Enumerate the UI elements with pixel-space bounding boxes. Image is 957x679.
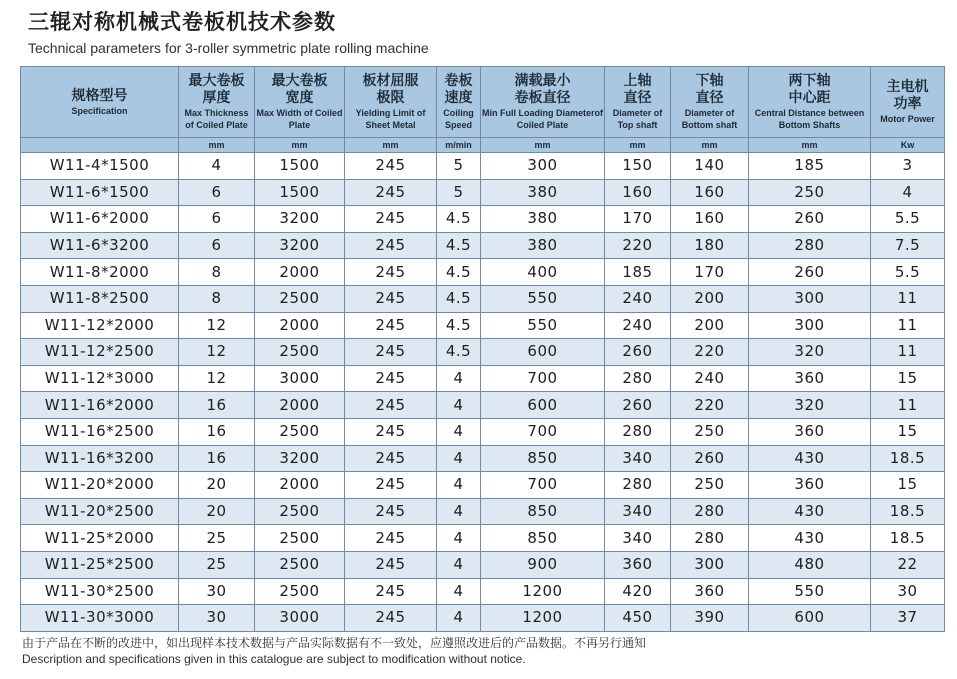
table-cell: 16	[179, 392, 255, 419]
table-row	[21, 179, 945, 206]
table-cell: 360	[671, 578, 749, 605]
table-cell: 360	[749, 365, 871, 392]
table-cell: 420	[605, 578, 671, 605]
model-cell: W11-12*2000	[21, 312, 179, 339]
model-cell: W11-6*1500	[21, 179, 179, 206]
table-cell: 245	[345, 153, 437, 180]
table-cell: 4.5	[437, 206, 481, 233]
table-cell: 22	[871, 551, 945, 578]
table-cell: 170	[605, 206, 671, 233]
table-cell: 2500	[255, 578, 345, 605]
table-cell: 850	[481, 498, 605, 525]
table-cell: 360	[605, 551, 671, 578]
table-cell: 5.5	[871, 206, 945, 233]
table-cell: 1200	[481, 578, 605, 605]
table-cell: 18.5	[871, 445, 945, 472]
table-cell: 5	[437, 179, 481, 206]
table-cell: 1200	[481, 605, 605, 632]
table-body	[21, 153, 945, 632]
model-cell: W11-30*3000	[21, 605, 179, 632]
table-cell: 245	[345, 179, 437, 206]
table-cell: 600	[481, 392, 605, 419]
table-cell: 1500	[255, 153, 345, 180]
header-max-width	[255, 67, 345, 138]
table-cell: 245	[345, 498, 437, 525]
table-cell: 260	[749, 206, 871, 233]
table-cell: 250	[671, 472, 749, 499]
model-cell: W11-12*2500	[21, 339, 179, 366]
table-cell: 160	[671, 206, 749, 233]
model-cell: W11-12*3000	[21, 365, 179, 392]
table-cell: 12	[179, 312, 255, 339]
model-cell: W11-8*2000	[21, 259, 179, 286]
table-row	[21, 285, 945, 312]
table-cell: 245	[345, 312, 437, 339]
table-cell: 4	[437, 605, 481, 632]
table-cell: 300	[749, 312, 871, 339]
table-cell: 7.5	[871, 232, 945, 259]
table-cell: 8	[179, 259, 255, 286]
header-cn: 卷板速度	[444, 73, 473, 106]
header-specification	[21, 67, 179, 138]
table-cell: 16	[179, 418, 255, 445]
header-cn: 最大卷板宽度	[271, 73, 328, 106]
table-cell: 6	[179, 232, 255, 259]
table-cell: 160	[605, 179, 671, 206]
table-cell: 260	[605, 392, 671, 419]
header-cn: 下轴直径	[695, 73, 724, 106]
table-cell: 550	[749, 578, 871, 605]
table-cell: 20	[179, 472, 255, 499]
table-cell: 4	[437, 418, 481, 445]
footnote-en: Description and specifications given in this catalogue are subject to modification without notice.	[22, 652, 526, 666]
table-cell: 245	[345, 259, 437, 286]
table-cell: 400	[481, 259, 605, 286]
table-cell: 200	[671, 312, 749, 339]
model-cell: W11-6*3200	[21, 232, 179, 259]
header-min-diameter	[481, 67, 605, 138]
table-cell: 220	[671, 392, 749, 419]
header-en: Central Distance between Bottom Shafts	[754, 108, 865, 130]
table-cell: 2500	[255, 418, 345, 445]
table-row	[21, 339, 945, 366]
table-cell: 380	[481, 179, 605, 206]
table-cell: 15	[871, 472, 945, 499]
table-cell: 2500	[255, 498, 345, 525]
table-cell: 3200	[255, 445, 345, 472]
table-cell: 245	[345, 418, 437, 445]
table-cell: 360	[749, 418, 871, 445]
model-cell: W11-16*2500	[21, 418, 179, 445]
table-row	[21, 605, 945, 632]
table-cell: 3000	[255, 605, 345, 632]
table-cell: 280	[671, 498, 749, 525]
table-cell: 170	[671, 259, 749, 286]
header-en: Motor Power	[880, 114, 935, 124]
table-cell: 4	[437, 365, 481, 392]
table-cell: 4	[437, 551, 481, 578]
table-cell: 140	[671, 153, 749, 180]
unit-cell: mm	[481, 138, 605, 153]
table-row	[21, 232, 945, 259]
table-cell: 245	[345, 578, 437, 605]
table-cell: 320	[749, 339, 871, 366]
header-en: Min Full Loading Diameterof Coiled Plate	[482, 108, 603, 130]
unit-cell: mm	[671, 138, 749, 153]
table-cell: 20	[179, 498, 255, 525]
unit-cell: mm	[605, 138, 671, 153]
table-cell: 11	[871, 392, 945, 419]
table-cell: 550	[481, 285, 605, 312]
footnote-cn: 由于产品在不断的改进中，如出现样本技术数据与产品实际数据有不一致处，应遵照改进后的产品数据。不再另行通知	[22, 636, 647, 650]
table-cell: 11	[871, 285, 945, 312]
model-cell: W11-25*2000	[21, 525, 179, 552]
table-cell: 6	[179, 206, 255, 233]
unit-cell	[21, 138, 179, 153]
table-row	[21, 206, 945, 233]
table-cell: 15	[871, 365, 945, 392]
header-yielding-limit	[345, 67, 437, 138]
table-cell: 4	[437, 498, 481, 525]
unit-cell: mm	[179, 138, 255, 153]
table-cell: 340	[605, 445, 671, 472]
unit-cell: mm	[255, 138, 345, 153]
header-max-thickness	[179, 67, 255, 138]
table-row	[21, 578, 945, 605]
table-cell: 8	[179, 285, 255, 312]
model-cell: W11-4*1500	[21, 153, 179, 180]
table-cell: 260	[671, 445, 749, 472]
table-row	[21, 259, 945, 286]
table-cell: 245	[345, 605, 437, 632]
table-row	[21, 153, 945, 180]
table-cell: 4.5	[437, 312, 481, 339]
model-cell: W11-20*2000	[21, 472, 179, 499]
table-cell: 430	[749, 525, 871, 552]
spec-table	[20, 66, 945, 632]
table-cell: 4	[871, 179, 945, 206]
table-cell: 245	[345, 365, 437, 392]
table-row	[21, 551, 945, 578]
table-cell: 220	[605, 232, 671, 259]
table-row	[21, 498, 945, 525]
table-cell: 280	[605, 365, 671, 392]
table-row	[21, 418, 945, 445]
table-cell: 850	[481, 525, 605, 552]
table-cell: 480	[749, 551, 871, 578]
table-cell: 1500	[255, 179, 345, 206]
table-cell: 340	[605, 498, 671, 525]
table-cell: 280	[671, 525, 749, 552]
header-en: Max Thickness of Coiled Plate	[184, 108, 249, 130]
table-cell: 30	[179, 605, 255, 632]
table-cell: 4.5	[437, 285, 481, 312]
header-coiling-speed	[437, 67, 481, 138]
table-cell: 300	[749, 285, 871, 312]
table-cell: 245	[345, 525, 437, 552]
table-cell: 200	[671, 285, 749, 312]
table-cell: 245	[345, 445, 437, 472]
table-cell: 2500	[255, 525, 345, 552]
table-cell: 550	[481, 312, 605, 339]
table-cell: 150	[605, 153, 671, 180]
table-cell: 18.5	[871, 498, 945, 525]
table-row	[21, 525, 945, 552]
table-cell: 280	[749, 232, 871, 259]
table-cell: 18.5	[871, 525, 945, 552]
table-cell: 25	[179, 525, 255, 552]
unit-cell: Kw	[871, 138, 945, 153]
table-cell: 3200	[255, 232, 345, 259]
header-en: Max Width of Coiled Plate	[256, 108, 343, 130]
table-cell: 4.5	[437, 232, 481, 259]
header-en: Coiling Speed	[443, 108, 474, 130]
table-cell: 4.5	[437, 339, 481, 366]
model-cell: W11-6*2000	[21, 206, 179, 233]
table-cell: 2000	[255, 312, 345, 339]
header-en: Specification	[71, 105, 128, 116]
model-cell: W11-8*2500	[21, 285, 179, 312]
table-cell: 12	[179, 365, 255, 392]
table-cell: 245	[345, 392, 437, 419]
table-cell: 300	[481, 153, 605, 180]
header-en: Diameter of Bottom shaft	[681, 108, 738, 130]
table-cell: 5.5	[871, 259, 945, 286]
table-cell: 260	[605, 339, 671, 366]
model-cell: W11-20*2500	[21, 498, 179, 525]
table-cell: 2500	[255, 285, 345, 312]
table-cell: 380	[481, 206, 605, 233]
header-cn: 主电机功率	[886, 79, 929, 112]
table-cell: 15	[871, 418, 945, 445]
table-cell: 280	[605, 418, 671, 445]
table-cell: 600	[749, 605, 871, 632]
table-cell: 245	[345, 551, 437, 578]
unit-cell: mm	[345, 138, 437, 153]
table-cell: 240	[605, 312, 671, 339]
table-cell: 700	[481, 365, 605, 392]
table-cell: 6	[179, 179, 255, 206]
table-cell: 3000	[255, 365, 345, 392]
header-motor-power	[871, 67, 945, 138]
model-cell: W11-16*3200	[21, 445, 179, 472]
table-cell: 185	[605, 259, 671, 286]
page-title-cn: 三辊对称机械式卷板机技术参数	[28, 10, 336, 34]
table-cell: 2000	[255, 472, 345, 499]
table-cell: 12	[179, 339, 255, 366]
table-cell: 3200	[255, 206, 345, 233]
table-cell: 30	[179, 578, 255, 605]
unit-cell: mm	[749, 138, 871, 153]
table-cell: 900	[481, 551, 605, 578]
table-cell: 250	[749, 179, 871, 206]
table-cell: 2500	[255, 551, 345, 578]
table-header	[21, 67, 945, 153]
table-row	[21, 312, 945, 339]
table-cell: 4	[437, 392, 481, 419]
table-cell: 37	[871, 605, 945, 632]
header-central-distance	[749, 67, 871, 138]
table-cell: 185	[749, 153, 871, 180]
table-cell: 245	[345, 339, 437, 366]
table-cell: 380	[481, 232, 605, 259]
table-cell: 180	[671, 232, 749, 259]
table-cell: 30	[871, 578, 945, 605]
table-cell: 25	[179, 551, 255, 578]
header-cn: 上轴直径	[623, 73, 652, 106]
header-cn: 最大卷板厚度	[188, 73, 245, 106]
header-cn: 满载最小卷板直径	[514, 73, 571, 106]
table-cell: 3	[871, 153, 945, 180]
table-cell: 300	[671, 551, 749, 578]
table-cell: 2500	[255, 339, 345, 366]
table-cell: 245	[345, 206, 437, 233]
table-row	[21, 392, 945, 419]
table-cell: 450	[605, 605, 671, 632]
table-cell: 2000	[255, 392, 345, 419]
table-cell: 2000	[255, 259, 345, 286]
page-title-en: Technical parameters for 3-roller symmetric plate rolling machine	[28, 40, 429, 56]
table-cell: 245	[345, 472, 437, 499]
header-bottom-shaft	[671, 67, 749, 138]
table-row	[21, 472, 945, 499]
table-cell: 240	[605, 285, 671, 312]
table-cell: 5	[437, 153, 481, 180]
model-cell: W11-25*2500	[21, 551, 179, 578]
table-row	[21, 365, 945, 392]
table-cell: 4	[437, 445, 481, 472]
table-cell: 16	[179, 445, 255, 472]
header-en: Yielding Limit of Sheet Metal	[355, 108, 426, 130]
table-cell: 320	[749, 392, 871, 419]
header-top-shaft	[605, 67, 671, 138]
table-cell: 700	[481, 418, 605, 445]
table-cell: 11	[871, 339, 945, 366]
table-cell: 11	[871, 312, 945, 339]
header-cn: 规格型号	[71, 87, 128, 104]
model-cell: W11-16*2000	[21, 392, 179, 419]
table-cell: 600	[481, 339, 605, 366]
table-cell: 4	[437, 472, 481, 499]
table-cell: 240	[671, 365, 749, 392]
table-cell: 245	[345, 285, 437, 312]
table-cell: 430	[749, 445, 871, 472]
table-cell: 4	[437, 525, 481, 552]
table-cell: 4.5	[437, 259, 481, 286]
table-cell: 220	[671, 339, 749, 366]
table-cell: 850	[481, 445, 605, 472]
table-cell: 260	[749, 259, 871, 286]
table-cell: 430	[749, 498, 871, 525]
table-cell: 280	[605, 472, 671, 499]
table-cell: 340	[605, 525, 671, 552]
header-en: Diameter of Top shaft	[612, 108, 663, 130]
model-cell: W11-30*2500	[21, 578, 179, 605]
table-cell: 160	[671, 179, 749, 206]
table-cell: 390	[671, 605, 749, 632]
table-row	[21, 445, 945, 472]
unit-cell: m/min	[437, 138, 481, 153]
table-cell: 700	[481, 472, 605, 499]
table-cell: 4	[179, 153, 255, 180]
header-cn: 两下轴中心距	[788, 73, 831, 106]
header-cn: 板材屈服极限	[362, 73, 419, 106]
table-cell: 245	[345, 232, 437, 259]
table-cell: 360	[749, 472, 871, 499]
table-cell: 250	[671, 418, 749, 445]
table-cell: 4	[437, 578, 481, 605]
